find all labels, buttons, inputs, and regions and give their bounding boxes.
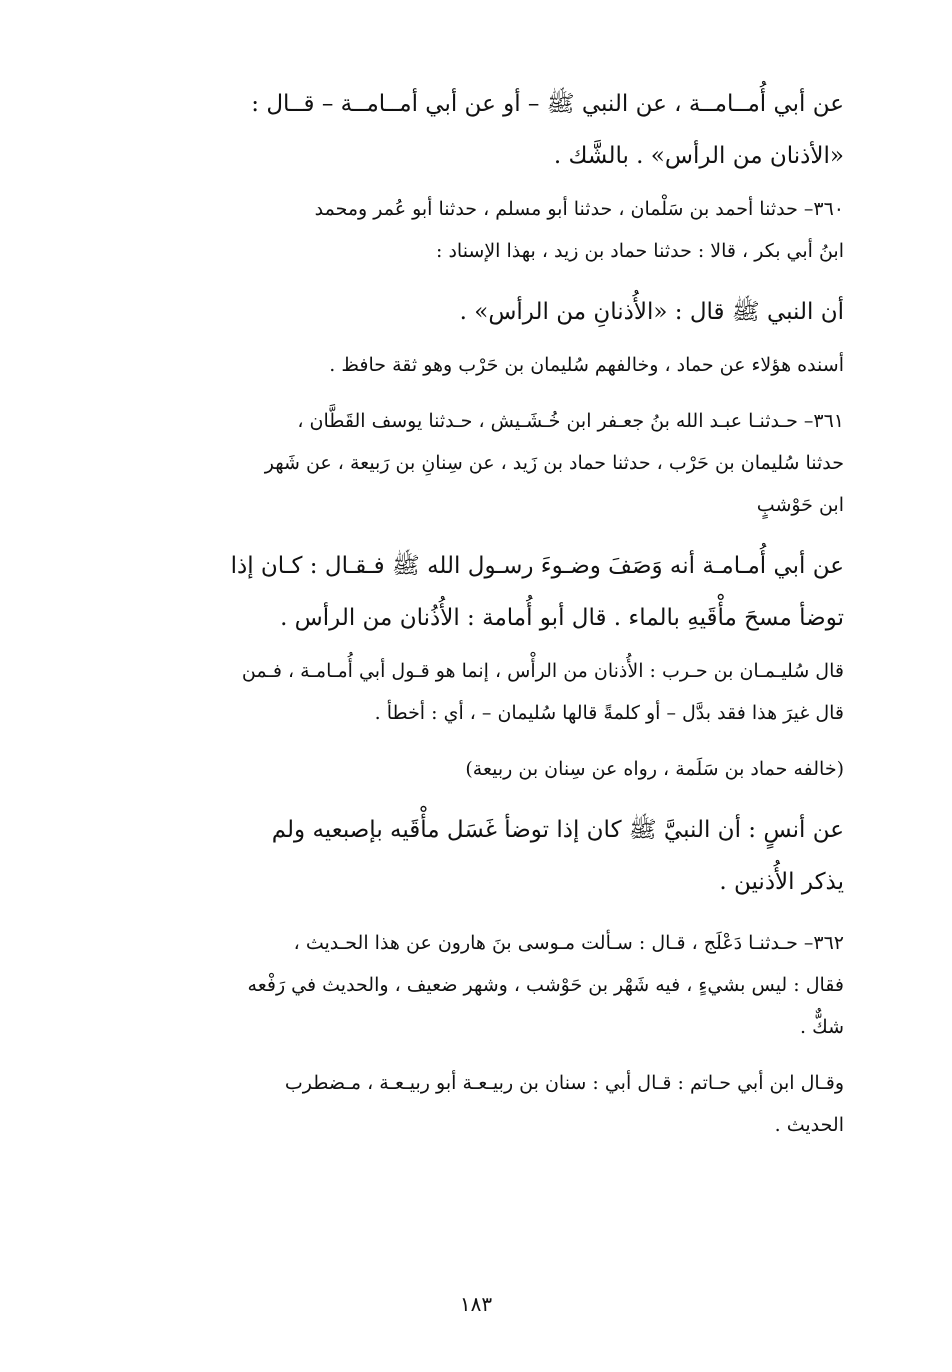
page-body (138, 78, 844, 1146)
text-line: أسنده هؤلاء عن حماد ، وخالفهم سُليمان بن حَرْب وهو ثقة حافظ . (329, 354, 844, 376)
text-line: (خالفه حماد بن سَلَمة ، رواه عن سِنان بن ربيعة) (465, 758, 844, 780)
text-line: توضأ مسحَ مأْقَيهِ بالماء . قال أبو أُمامة : الأُذُنان من الرأس . (280, 605, 844, 631)
text-line: ٣٦٠– حدثنا أحمد بن سَلْمان ، حدثنا أبو مسلم ، حدثنا أبو عُمر ومحمد (314, 198, 844, 220)
text-line: الحديث . (774, 1114, 844, 1136)
paragraph-6 (138, 540, 844, 644)
paragraph-5 (138, 400, 844, 526)
paragraph-11 (138, 1062, 844, 1146)
text-line: قال سُليـمـان بن حـرب : الأُذنان من الرأْس ، إنما هو قـول أبي أُمـامـة ، فـمن (241, 660, 844, 682)
text-line: عن أنسٍ : أن النبيَّ ﷺ كان إذا توضأ غَسَل مأْقَيه بإصبعيه ولم (271, 817, 844, 843)
paragraph-4 (138, 344, 844, 386)
text-line: يذكر الأُذنين . (719, 869, 844, 895)
paragraph-10 (138, 922, 844, 1048)
text-line: فقال : ليس بشيءٍ ، فيه شَهْر بن حَوْشب ، وشهر ضعيف ، والحديث في رَفْعه (247, 974, 844, 996)
text-line: شكٌّ . (799, 1016, 844, 1038)
text-line: وقـال ابن أبي حـاتم : قـال أبي : سنان بن ربيـعـة أبو ربيـعـة ، مـضطرب (284, 1072, 844, 1094)
text-line: ٣٦٢– حـدثنـا دَعْلَج ، قـال : سـألت مـوسى بنَ هارون عن هذا الحـديث ، (293, 932, 844, 954)
text-line: أن النبي ﷺ قال : «الأُذنانِ من الرأس» . (459, 299, 844, 325)
page-number: ١٨٣ (459, 1292, 493, 1316)
paragraph-3 (138, 286, 844, 338)
paragraph-8 (138, 748, 844, 790)
paragraph-2 (138, 188, 844, 272)
text-line: ٣٦١– حـدثنـا عبـد الله بنُ جعـفر ابن خُـشَـيش ، حـدثنا يوسف القَطَّان ، (297, 410, 844, 432)
text-line: قال غيرَ هذا فقد بدَّل – أو كلمةً قالها سُليمان – ، أي : أخطأ . (374, 702, 844, 724)
paragraph-7 (138, 650, 844, 734)
text-line: عن أبي أُمـامـة أنه وَصَفَ وضـوءَ رسـول الله ﷺ فـقـال : كـان إذا (230, 553, 844, 579)
text-line: «الأذنان من الرأس» . بالشَّك . (553, 143, 844, 169)
text-line: عن أبي أُمــامــة ، عن النبي ﷺ – أو عن أبي أمــامــة – قــال : (251, 91, 844, 117)
paragraph-1 (138, 78, 844, 182)
paragraph-9 (138, 804, 844, 908)
text-line: ابنُ أبي بكر ، قالا : حدثنا حماد بن زيد ، بهذا الإسناد : (436, 240, 844, 262)
text-line: ابن حَوْشبٍ (756, 494, 844, 516)
text-line: حدثنا سُليمان بن حَرْب ، حدثنا حماد بن زَيد ، عن سِنانِ بن رَبيعة ، عن شَهر (264, 452, 844, 474)
